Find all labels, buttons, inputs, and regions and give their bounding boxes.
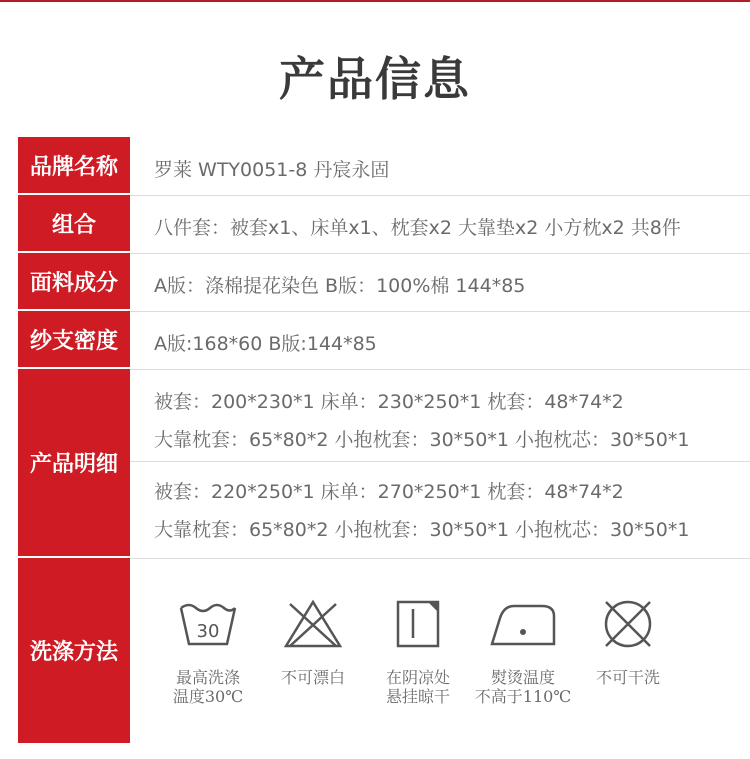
line-dry-shade-icon <box>387 598 449 650</box>
caption-line-1: 不可干洗 <box>595 668 660 687</box>
label-detail: 产品明细 <box>18 369 130 558</box>
wash-tub-30-icon <box>177 598 239 650</box>
detail-b-line2: 大靠枕套：65*80*2 小抱枕套：30*50*1 小抱枕芯：30*50*1 <box>154 519 690 541</box>
care-iron <box>473 598 573 706</box>
no-dry-clean-icon <box>597 598 659 650</box>
care-caption <box>158 668 258 706</box>
row-fabric <box>18 253 750 312</box>
care-line-dry <box>368 598 468 706</box>
row-detail <box>18 369 750 559</box>
page-title: 产品信息 <box>279 52 471 106</box>
caption-line-1: 不可漂白 <box>280 668 345 687</box>
tub-temperature-text: 30 <box>196 621 220 642</box>
care-caption <box>368 668 468 706</box>
care-no-dry-clean <box>578 598 678 687</box>
caption-line-2: 温度30℃ <box>172 687 244 706</box>
value-combo: 八件套：被套x1、床单x1、枕套x2 大靠垫x2 小方枕x2 共8件 <box>154 217 681 239</box>
label-yarn: 纱支密度 <box>18 311 130 369</box>
care-no-bleach <box>263 598 363 687</box>
caption-line-2: 悬挂晾干 <box>385 687 450 706</box>
row-wash <box>18 558 750 745</box>
value-brand: 罗莱 WTY0051-8 丹宸永固 <box>154 159 390 181</box>
product-info-table <box>18 137 750 745</box>
caption-line-1: 最高洗涤 <box>175 668 240 687</box>
iron-low-icon <box>488 598 558 650</box>
caption-line-2: 不高于110℃ <box>474 687 572 706</box>
row-brand <box>18 137 750 196</box>
row-yarn <box>18 311 750 370</box>
label-brand: 品牌名称 <box>18 137 130 195</box>
label-fabric: 面料成分 <box>18 253 130 311</box>
care-caption <box>473 668 573 706</box>
care-icons <box>158 558 738 745</box>
care-wash-30 <box>158 598 258 706</box>
detail-a-line2: 大靠枕套：65*80*2 小抱枕套：30*50*1 小抱枕芯：30*50*1 <box>154 429 690 451</box>
caption-line-1: 在阴凉处 <box>385 668 450 687</box>
label-wash: 洗涤方法 <box>18 558 130 745</box>
caption-line-1: 熨烫温度 <box>490 668 555 687</box>
care-caption <box>263 668 363 687</box>
row-combo <box>18 195 750 254</box>
detail-a-line1: 被套：200*230*1 床单：230*250*1 枕套：48*74*2 <box>154 391 624 413</box>
value-fabric: A版：涤棉提花染色 B版：100%棉 144*85 <box>154 275 526 297</box>
no-bleach-icon <box>282 598 344 650</box>
detail-b-line1: 被套：220*250*1 床单：270*250*1 枕套：48*74*2 <box>154 481 624 503</box>
label-combo: 组合 <box>18 195 130 253</box>
care-caption <box>578 668 678 687</box>
value-yarn: A版:168*60 B版:144*85 <box>154 333 377 355</box>
top-accent-line <box>0 0 750 2</box>
